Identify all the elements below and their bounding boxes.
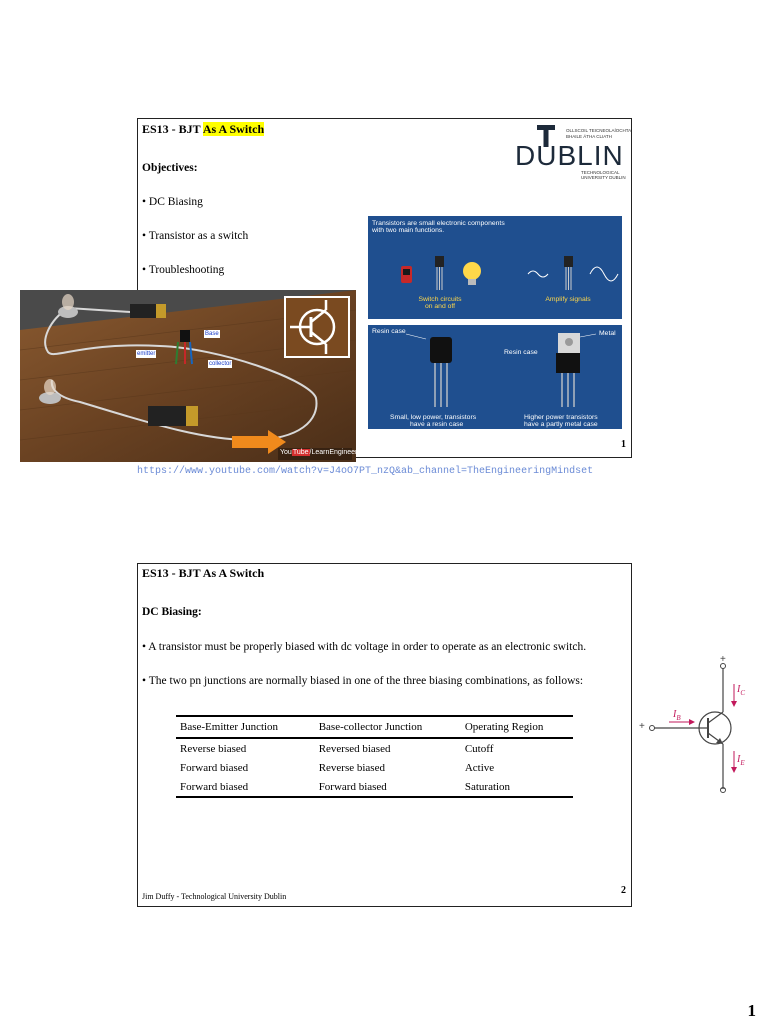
label-emitter: emitter — [137, 351, 156, 357]
logo-irish-line2: BHAILE ÁTHA CLIATH — [566, 134, 612, 139]
table-cell: Saturation — [461, 777, 573, 797]
schematic-plus-top: + — [720, 654, 726, 665]
table-row — [176, 758, 573, 777]
schematic-minus-bottom: − — [720, 784, 726, 795]
panel-label-switch-line1: Switch circuits — [418, 296, 462, 303]
youtube-url-link[interactable]: https://www.youtube.com/watch?v=J4oO7PT_nzQ&ab_channel=TheEngineeringMindset — [137, 466, 594, 477]
caption-low-power-line2: have a resin case — [410, 421, 464, 428]
youtube-watermark — [280, 449, 367, 456]
logo-english-line2: UNIVERSITY DUBLIN — [581, 175, 626, 180]
slide-2-title: ES13 - BJT As A Switch — [142, 566, 265, 580]
schematic-plus-left: + — [639, 721, 645, 732]
table-cell: Active — [464, 761, 495, 774]
objective-item: • DC Biasing — [142, 196, 203, 208]
table-row — [176, 738, 573, 758]
caption-high-power-line1: Higher power transistors — [524, 414, 598, 421]
panel-label-amplify: Amplify signals — [545, 296, 591, 303]
table-cell: Reverse biased — [318, 761, 385, 774]
table-row — [176, 777, 573, 797]
caption-low-power-line1: Small, low power, transistors — [390, 414, 477, 421]
slide-1-number: 1 — [621, 439, 626, 450]
title-prefix: ES13 - BJT — [142, 122, 201, 136]
panel-intro-line2: with two main functions. — [372, 227, 445, 234]
ic-label — [737, 684, 745, 697]
circuit-video-still — [20, 290, 367, 462]
dc-biasing-heading: DC Biasing: — [142, 606, 202, 618]
label-collector: collector — [209, 361, 232, 367]
objective-item: • Troubleshooting — [142, 264, 225, 276]
label-base: Base — [205, 331, 219, 337]
resin-case-label-left: Resin case — [372, 328, 406, 335]
youtube-watermark-channel: /LearnEngineering — [309, 449, 367, 456]
caption-high-power-line2: have a partly metal case — [524, 421, 598, 428]
ic-label-i: I — [737, 684, 741, 695]
title-highlight: As A Switch — [202, 122, 265, 136]
slide-2-number: 2 — [621, 885, 626, 896]
ie-label-sub: E — [740, 759, 745, 767]
table-cell: Cutoff — [464, 742, 494, 755]
ic-label-sub: C — [740, 689, 746, 697]
ib-label-i: I — [673, 709, 677, 720]
table-header-row — [176, 716, 573, 738]
logo-irish-line1: OLLSCOIL TEICNEOLAÍOCHTA — [566, 128, 632, 133]
panel-intro-line1: Transistors are small electronic components — [372, 220, 505, 227]
resin-case-label-right: Resin case — [504, 349, 538, 356]
logo-wordmark: DUBLIN — [515, 140, 624, 171]
ib-label — [673, 709, 681, 722]
logo-english-line1: TECHNOLOGICAL — [581, 170, 620, 175]
table-cell: Reversed biased — [318, 742, 391, 755]
youtube-watermark-you: You — [280, 449, 292, 456]
tu-dublin-logo — [515, 123, 630, 181]
objective-item: • Transistor as a switch — [142, 230, 249, 242]
transistor-functions-panel — [368, 216, 622, 319]
ie-label-i: I — [737, 754, 741, 765]
slide-1-title — [142, 122, 264, 137]
table-header-cell: Base-collector Junction — [315, 716, 461, 738]
table-header-cell: Operating Region — [461, 716, 573, 738]
table-cell: Forward biased — [176, 777, 315, 797]
youtube-watermark-tube: Tube — [292, 449, 309, 456]
page-number: 1 — [747, 1001, 756, 1020]
transistor-cases-panel — [368, 325, 622, 429]
npn-transistor-symbol — [637, 656, 757, 796]
biasing-table — [176, 715, 573, 798]
ie-label — [737, 754, 745, 767]
npn-transistor-schematic — [637, 656, 757, 796]
slide-2 — [137, 563, 632, 907]
table-cell: Reverse biased — [180, 742, 247, 755]
metal-label: Metal — [599, 330, 616, 337]
bullet-pn-junctions: • The two pn junctions are normally biased in one of the three biasing combinations, as follows: — [142, 675, 584, 687]
objectives-heading: Objectives: — [142, 162, 198, 174]
bullet-transistor-biased: • A transistor must be properly biased with dc voltage in order to operate as an electronic switch. — [142, 641, 587, 653]
table-cell: Forward biased — [180, 761, 249, 774]
circuit-illustration — [20, 290, 356, 462]
table-header-cell: Base-Emitter Junction — [176, 716, 315, 738]
table-cell: Forward biased — [315, 777, 461, 797]
ib-label-sub: B — [676, 714, 681, 722]
slide-2-footer: Jim Duffy - Technological University Dublin — [142, 892, 287, 901]
panel-label-switch-line2: on and off — [424, 303, 456, 310]
